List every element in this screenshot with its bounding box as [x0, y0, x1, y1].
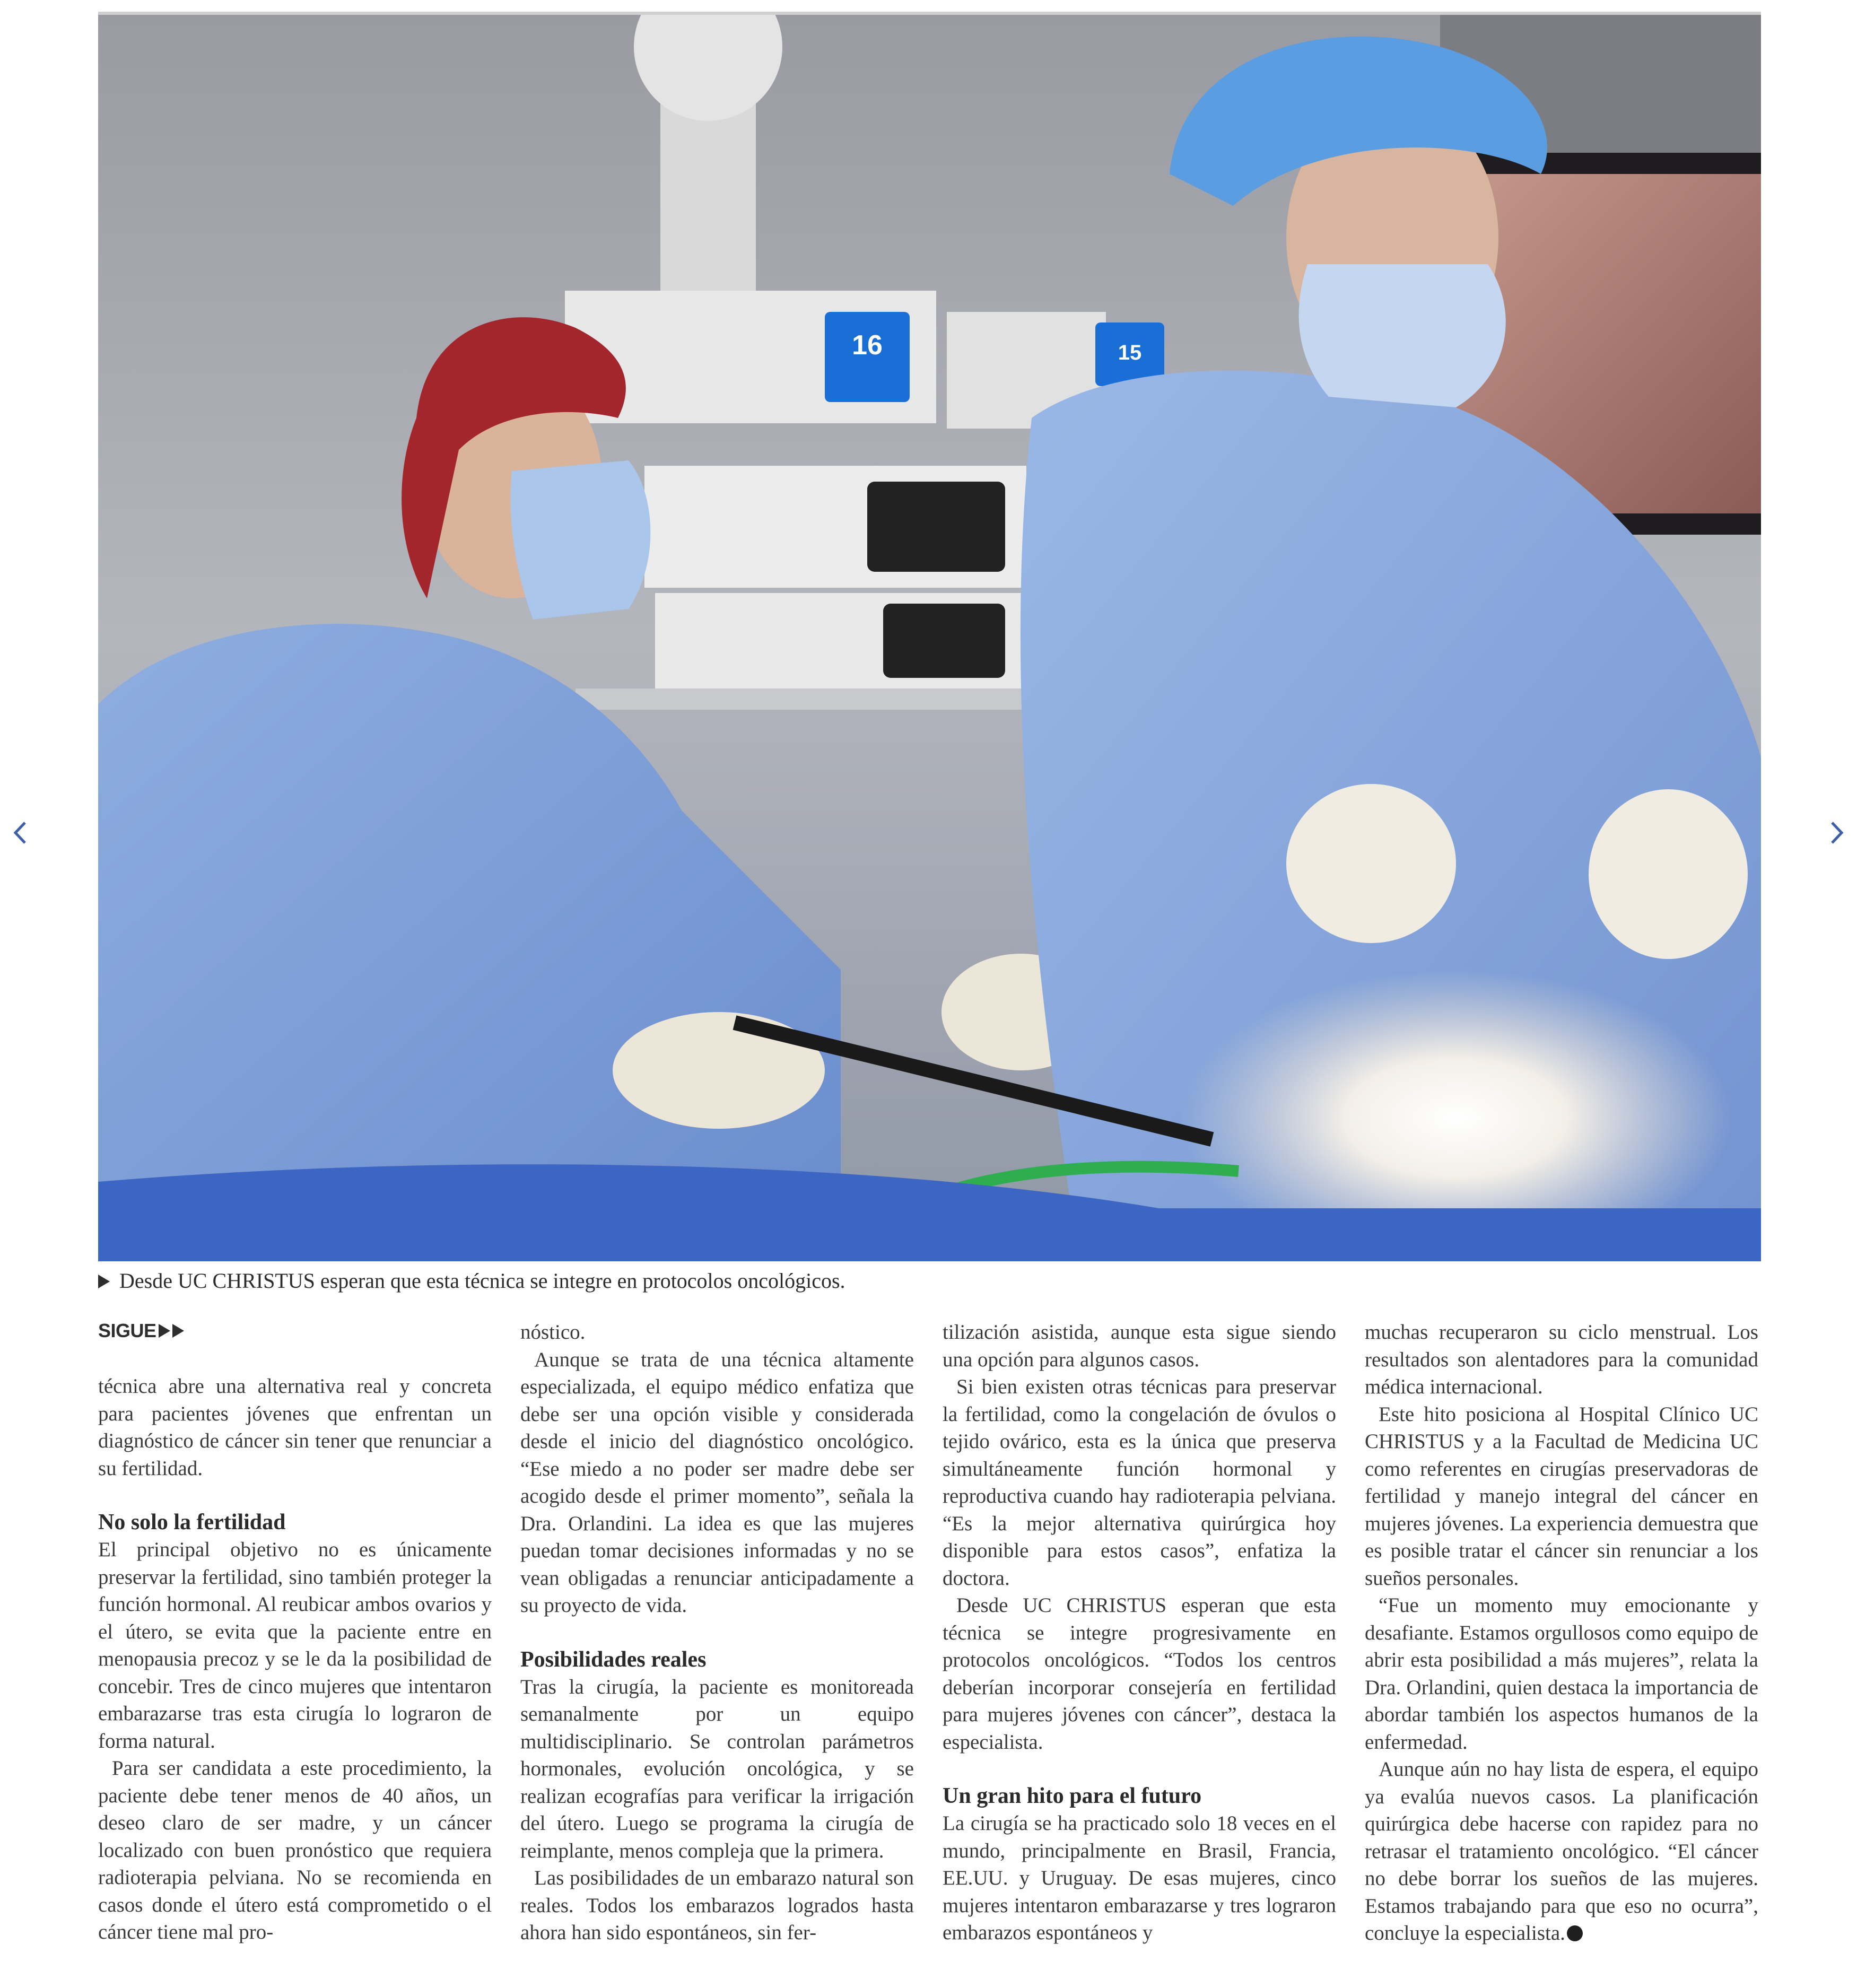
left-surgeon-mask	[510, 460, 650, 620]
col4-paragraph-1: muchas recuperaron su ciclo menstrual. Los resultados son alentadores para la comunidad médica internacional.	[1365, 1321, 1758, 1398]
col1-paragraph-2: El principal objetivo no es únicamente preservar la fertilidad, sino también proteger la función hormonal. Al reubicar ambos ovarios y el útero, se evita que la paciente entre en menopausia precoz y se le da la posibilidad de concebir. Tres de cinco mujeres que intentaron embarazarse tras esta cirugía lo lograron de forma natural.	[98, 1538, 492, 1752]
right-surgeon-glove-left	[1286, 784, 1456, 943]
chevron-left-icon	[11, 821, 29, 845]
next-arrow[interactable]	[1821, 817, 1853, 849]
col1-paragraph-1: técnica abre una alternativa real y concreta para pacientes jóvenes que enfrentan un diagnóstico de cáncer sin tener que renunciar a su fertilidad.	[98, 1375, 492, 1480]
col2-paragraph-2: Aunque se trata de una técnica altamente especializada, el equipo médico enfatiza que debe ser una opción visible y considerada desde el inicio del diagnóstico oncológico. “Ese miedo a no poder ser madre debe ser acogido desde el primer momento”, señala la Dra. Orlandini. La idea es que las mujeres puedan tomar decisiones informadas y no se vean obligadas a renunciar anticipadamente a su proyecto de vida.	[520, 1348, 914, 1617]
end-mark-icon	[1567, 1925, 1583, 1941]
col3-paragraph-3: Desde UC CHRISTUS esperan que esta técnica se integre progresivamente en protocolos oncológicos. “Todos los centros deberían incorporar consejería en fertilidad para mujeres jóvenes con cáncer”, destaca la especialista.	[943, 1594, 1336, 1754]
right-surgeon-glove-right	[1589, 789, 1748, 959]
col4-paragraph-3: “Fue un momento muy emocionante y desafiante. Estamos orgullosos como equipo de abrir esta posibilidad a más mujeres”, relata la Dra. Orlandini, quien destaca la importancia de abordar también los aspectos humanos de la enfermedad.	[1365, 1594, 1758, 1754]
camera-panel	[867, 482, 1005, 572]
sigue-text: SIGUE	[98, 1320, 156, 1341]
subhead-no-solo-fertilidad: No solo la fertilidad	[98, 1510, 286, 1534]
col3-paragraph-4: La cirugía se ha practicado solo 18 veces en el mundo, principalmente en Brasil, Francia, EE.UU. y Uruguay. De esas mujeres, cinco mujeres intentaron embarazarse y tres lograron embarazos espontáneos y	[943, 1812, 1336, 1944]
article-column-4	[1365, 1319, 1758, 1947]
subhead-gran-hito: Un gran hito para el futuro	[943, 1784, 1202, 1808]
article-column-2	[520, 1319, 914, 1947]
article-column-3	[943, 1319, 1336, 1947]
caption-triangle-icon	[98, 1275, 110, 1288]
right-surgeon-mask	[1299, 264, 1506, 407]
caption-text: Desde UC CHRISTUS esperan que esta técnica se integre en protocolos oncológicos.	[119, 1269, 845, 1293]
light-panel	[883, 604, 1005, 678]
col4-paragraph-4	[1365, 1756, 1758, 1947]
prev-arrow[interactable]	[4, 817, 36, 849]
chevron-right-icon	[1828, 821, 1846, 845]
col1-paragraph-3: Para ser candidata a este procedimiento, la paciente debe tener menos de 40 años, un deseo claro de ser madre, y un cáncer localizado con buen pronóstico que requiera radioterapia pelviana. No se recomienda en casos donde el útero está comprometido o el cáncer tiene mal pro-	[98, 1757, 492, 1943]
double-arrow-icon	[159, 1324, 170, 1338]
sigue-label	[98, 1320, 184, 1342]
subhead-posibilidades-reales: Posibilidades reales	[520, 1647, 707, 1672]
col4-paragraph-4-text: Aunque aún no hay lista de espera, el equipo ya evalúa nuevos casos. La planificación quirúrgica debe hacerse con rapidez para no retrasar el tratamiento oncológico. “El cáncer no debe borrar los sueños de las mujeres. Estamos trabajando para que eso no ocurra”, concluye la especialista.	[1365, 1758, 1758, 1945]
double-arrow-icon-2	[172, 1324, 184, 1338]
col3-paragraph-1: tilización asistida, aunque esta sigue siendo una opción para algunos casos.	[943, 1321, 1336, 1371]
article-column-1	[98, 1373, 492, 1946]
col4-paragraph-2: Este hito posiciona al Hospital Clínico UC CHRISTUS y a la Facultad de Medicina UC como referentes en cirugías preservadoras de fertilidad y manejo integral del cáncer en mujeres jóvenes. La experiencia demuestra que es posible tratar el cáncer sin renunciar a los sueños personales.	[1365, 1402, 1758, 1590]
col2-paragraph-3: Tras la cirugía, la paciente es monitoreada semanalmente por un equipo multidisciplinario. Se controlan parámetros hormonales, evolución oncológica, y se realizan ecografías para verificar la irrigación del útero. Luego se programa la cirugía de reimplante, menos compleja que la primera.	[520, 1675, 914, 1862]
surgery-photo	[98, 12, 1761, 1261]
col3-paragraph-2: Si bien existen otras técnicas para preservar la fertilidad, como la congelación de óvulos o tejido ovárico, esta es la única que preserva simultáneamente función hormonal y reproductiva cuando hay radioterapia pelviana. “Es la mejor alternativa quirúrgica hoy disponible para estos casos”, enfatiza la doctora.	[943, 1375, 1336, 1590]
col2-paragraph-4: Las posibilidades de un embarazo natural son reales. Todos los embarazos logrados hasta ahora han sido espontáneos, sin fer-	[520, 1867, 914, 1944]
surgery-illustration	[98, 15, 1761, 1261]
col2-paragraph-1: nóstico.	[520, 1321, 586, 1344]
photo-caption	[98, 1268, 1761, 1294]
second-value: 15	[1118, 341, 1142, 364]
insufflator-value: 16	[852, 330, 883, 361]
